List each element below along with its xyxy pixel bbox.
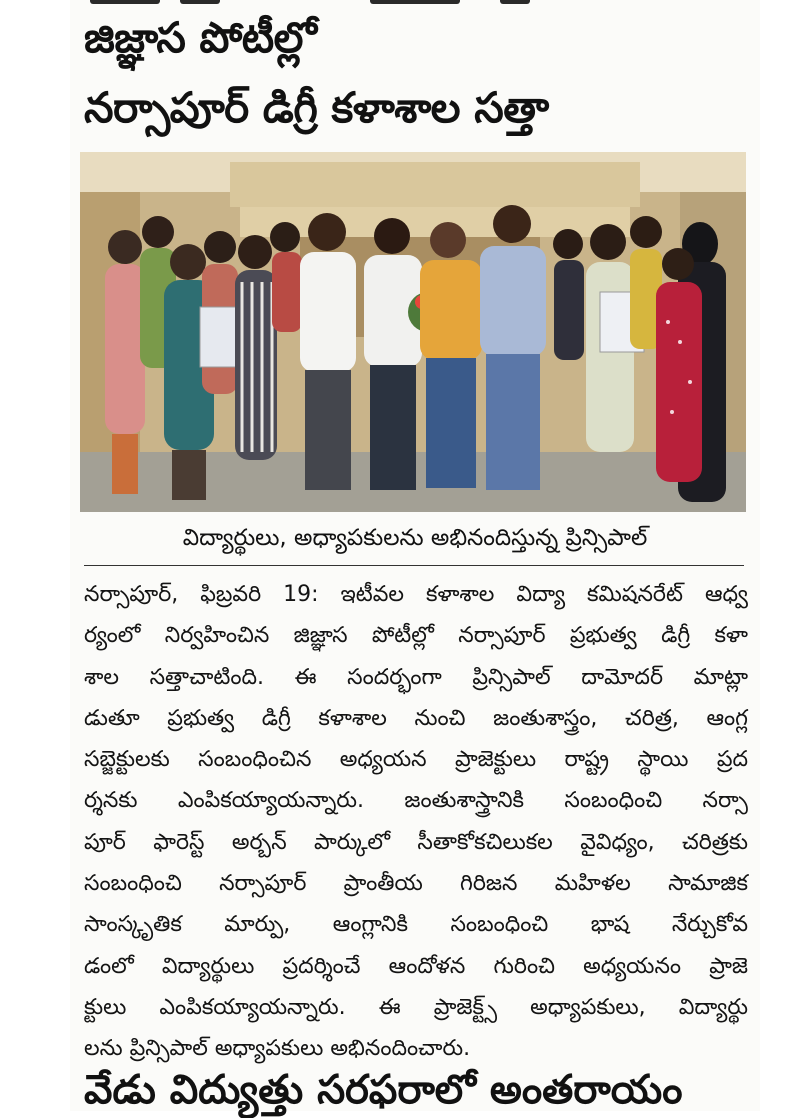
body-line: సంబంధించి నర్సాపూర్ ప్రాంతీయ గిరిజన మహిళల సామాజిక xyxy=(84,871,748,897)
body-line: డంలో విద్యార్థులు ప్రదర్శించే ఆందోళన గురించి అధ్యయనం ప్రాజె xyxy=(84,953,748,979)
previous-article-fragment xyxy=(70,0,760,8)
article-body xyxy=(84,574,748,1070)
body-line: నర్సాపూర్, ఫిబ్రవరి 19: ఇటీవల కళాశాల విద్యా కమిషనరేట్ ఆధ్వ xyxy=(84,582,748,607)
newspaper-clipping xyxy=(70,0,760,1111)
headline-line-1: జిజ్ఞాస పోటీల్లో xyxy=(84,13,317,62)
body-line: డుతూ ప్రభుత్వ డిగ్రీ కళాశాల నుంచి జంతుశాస్త్రం, చరిత్ర, ఆంగ్ల xyxy=(84,705,748,731)
body-line: శాల సత్తాచాటింది. ఈ సందర్భంగా ప్రిన్సిపాల్ దామోదర్ మాట్లా xyxy=(84,664,748,690)
body-line: పూర్ ఫారెస్ట్ అర్బన్ పార్కులో సీతాకోకచిలుకల వైవిధ్యం, చరిత్రకు xyxy=(84,829,748,855)
body-line: ర్యంలో నిర్వహించిన జిజ్ఞాస పోటీల్లో నర్సాపూర్ ప్రభుత్వ డిగ్రీ కళా xyxy=(84,623,748,649)
headline-line-2: నర్సాపూర్ డిగ్రీ కళాశాల సత్తా xyxy=(84,83,549,132)
caption-divider xyxy=(84,565,744,566)
body-line: సబ్జెక్టులకు సంబంధించిన అధ్యయన ప్రాజెక్టులు రాష్ట్ర స్థాయి ప్రద xyxy=(84,747,748,773)
group-photo xyxy=(80,152,746,512)
body-line: క్టులు ఎంపికయ్యాయన్నారు. ఈ ప్రాజెక్ట్స్ అధ్యాపకులు, విద్యార్థు xyxy=(84,994,748,1020)
body-line: లను ప్రిన్సిపాల్ అధ్యాపకులు అభినందించారు. xyxy=(84,1036,471,1062)
next-article-headline: వేడు విద్యుత్తు సరఫరాలో అంతరాయం xyxy=(84,1067,683,1113)
body-line: ర్శనకు ఎంపికయ్యాయన్నారు. జంతుశాస్త్రానికి సంబంధించి నర్సా xyxy=(84,788,748,814)
photo-caption: విద్యార్థులు, అధ్యాపకులను అభినందిస్తున్న ప్రిన్సిపాల్ xyxy=(182,525,648,551)
body-line: సాంస్కృతిక మార్పు, ఆంగ్లానికి సంబంధించి భాష నేర్చుకోవ xyxy=(84,912,748,938)
